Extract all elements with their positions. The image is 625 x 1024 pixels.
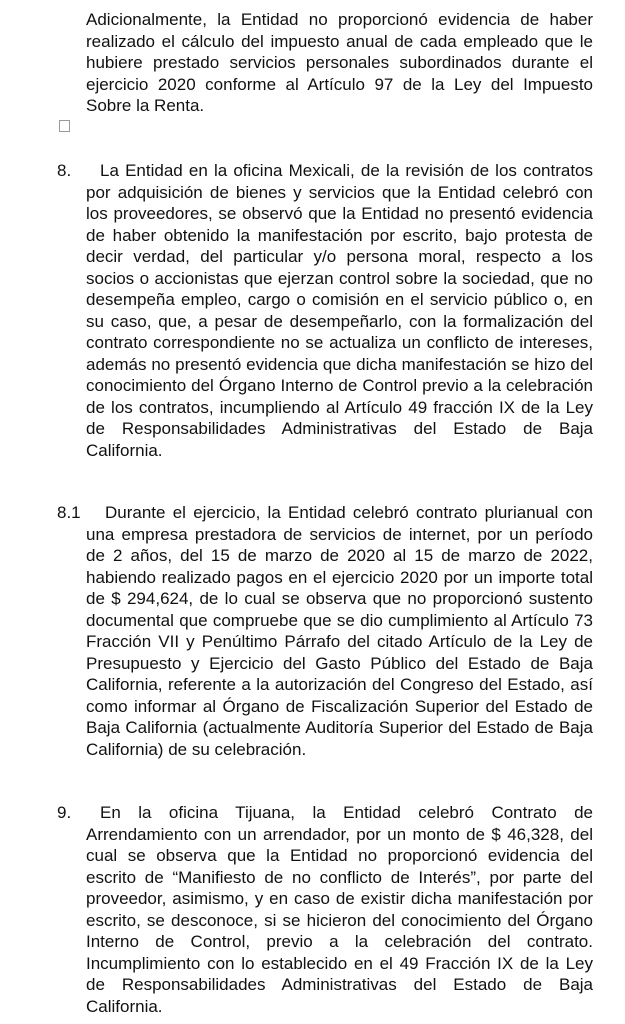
item-number-8: 8.	[57, 161, 72, 180]
item-number-8-1: 8.1	[57, 503, 81, 522]
item-paragraph-8: La Entidad en la oficina Mexicali, de la revisión de los contratos por adquisición de bienes y servicios que la Entidad celebró con los proveedores, se observó que la Entidad no presentó evidencia de haber obtenido la manifestación por escrito, bajo protesta de decir verdad, del particular y/o persona moral, respecto a los socios o accionistas que ejerzan control sobre la sociedad, que no desempeña empleo, cargo o comisión en el servicio público o, en su caso, que, a pesar de desempeñarlo, con la formalización del contrato correspondiente no se actualiza un conflicto de intereses, además no presentó evidencia que dicha manifestación se hizo del conocimiento del Órgano Interno de Control previo a la celebración de los contratos, incumpliendo al Artículo 49 fracción IX de la Ley de Responsabilidades Administrativas del Estado de Baja California.	[86, 161, 593, 460]
item-paragraph-9: En la oficina Tijuana, la Entidad celebró Contrato de Arrendamiento con un arrendador, por un monto de $ 46,328, del cual se observa que la Entidad no proporcionó evidencia del escrito de “Manifiesto de no conflicto de Interés”, por parte del proveedor, asimismo, y en caso de existir dicha manifestación por escrito, se desconoce, si se hicieron del conocimiento del Órgano Interno de Control, previo a la celebración del contrato. Incumplimiento con lo establecido en el 49 Fracción IX de la Ley de Responsabilidades Administrativas del Estado de Baja California.	[86, 803, 593, 1016]
item-paragraph-8-1: Durante el ejercicio, la Entidad celebró contrato plurianual con una empresa prestadora de servicios de internet, por un período de 2 años, del 15 de marzo de 2020 al 15 de marzo de 2022, habiendo realizado pagos en el ejercicio 2020 por un importe total de $ 294,624, de lo cual se observa que no proporcionó sustento documental que compruebe que se dio cumplimiento al Artículo 73 Fracción VII y Penúltimo Párrafo del citado Artículo de la Ley de Presupuesto y Ejercicio del Gasto Público del Estado de Baja California, referente a la autorización del Congreso del Estado, así como informar al Órgano de Fiscalización Superior del Estado de Baja California (actualmente Auditoría Superior del Estado de Baja California) de su celebración.	[86, 503, 593, 759]
item-number-9: 9.	[57, 803, 72, 822]
intro-paragraph: Adicionalmente, la Entidad no proporcionó evidencia de haber realizado el cálculo del impuesto anual de cada empleado que le hubiere prestado servicios personales subordinados durante el ejercicio 2020 conforme al Artículo 97 de la Ley del Impuesto Sobre la Renta.	[86, 10, 593, 115]
empty-checkbox-icon[interactable]	[59, 120, 70, 132]
